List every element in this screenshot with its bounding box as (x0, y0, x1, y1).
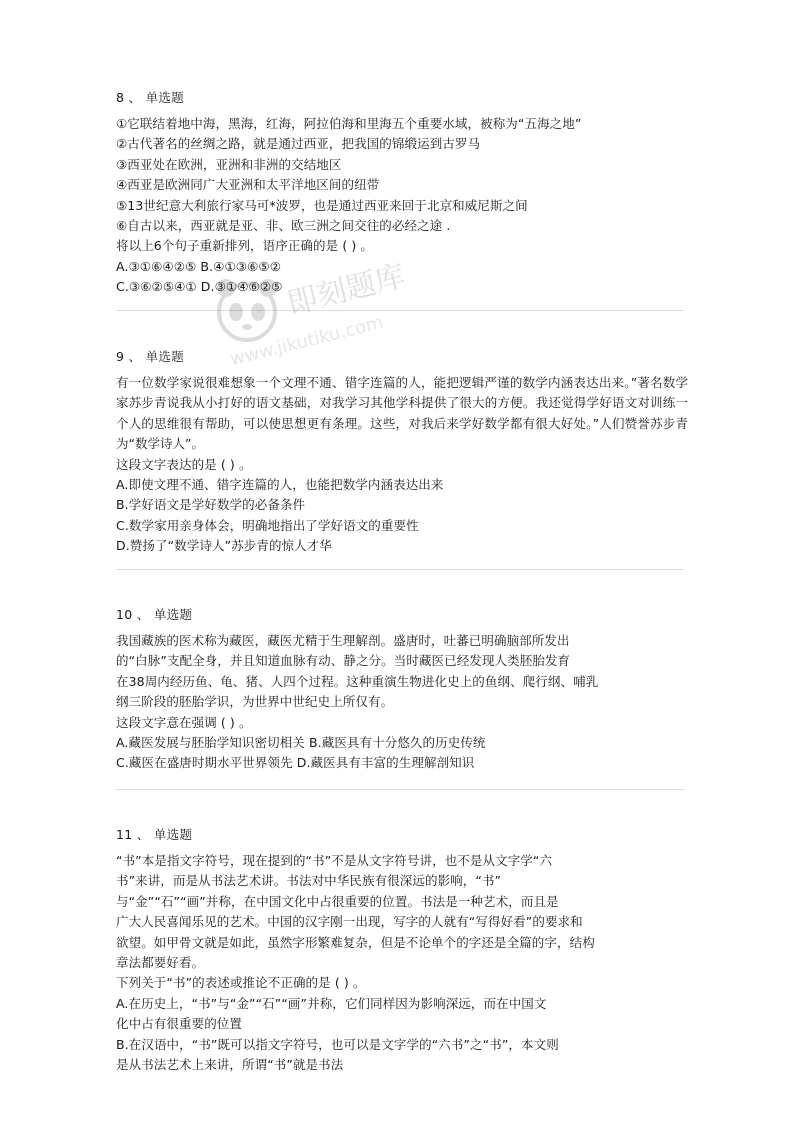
question-stem: 这段文字意在强调 ( ) 。 (116, 714, 252, 730)
sentence-line: ③西亚处在欧洲，亚洲和非洲的交结地区 (116, 156, 342, 172)
question-stem: 下列关于“书”的表述或推论不正确的是 ( ) 。 (116, 975, 366, 991)
answer-option: D.赞扬了“数学诗人”苏步青的惊人才华 (116, 538, 332, 554)
question-title: 8 、 单选题 (116, 90, 184, 105)
answer-option: A.在历史上，“书”与“金”“石”“画”并称，它们同样因为影响深远，而在中国文 (116, 995, 547, 1011)
question-11 (116, 825, 688, 1075)
sentence-line: ⑤13世纪意大利旅行家马可*波罗，也是通过西亚来回于北京和威尼斯之间 (116, 197, 528, 213)
answer-option: A.即使文理不通、错字连篇的人，也能把数学内涵表达出来 (116, 477, 444, 493)
question-title: 11 、 单选题 (116, 827, 193, 842)
answer-option: 化中占有很重要的位置 (116, 1016, 243, 1032)
watermark-url: www.jikutiku.com (228, 312, 386, 371)
answer-options: C.藏医在盛唐时期水平世界领先 D.藏医具有丰富的生理解剖知识 (116, 755, 475, 771)
sentence-line: ①它联结着地中海，黑海，红海，阿拉伯海和里海五个重要水域，被称为“五海之地” (116, 116, 582, 131)
passage-line: 章法都要好看。 (116, 955, 205, 971)
passage-line: 在38周内经历鱼、龟、猪、人四个过程。这种重演生物进化史上的鱼纲、爬行纲、哺乳 (116, 673, 599, 689)
divider (116, 569, 684, 570)
question-8 (116, 88, 688, 298)
answer-options: A.藏医发展与胚胎学知识密切相关 B.藏医具有十分悠久的历史传统 (116, 735, 486, 751)
question-stem: 这段文字表达的是 ( ) 。 (116, 456, 252, 472)
answer-options: C.③⑥②⑤④① D.③①④⑥②⑤ (116, 279, 283, 295)
passage-line: 的“白脉”支配全身，并且知道血脉有动、静之分。当时藏医已经发现人类胚胎发育 (116, 653, 571, 669)
passage-line: 与“金”“石”“画”并称，在中国文化中占很重要的位置。书法是一种艺术，而且是 (116, 893, 559, 909)
sentence-line: ②古代著名的丝绸之路，就是通过西亚，把我国的锦缎运到古罗马 (116, 136, 481, 152)
question-10 (116, 605, 688, 774)
watermark-brand: 即刻题库 (283, 258, 409, 322)
question-title: 10 、 单选题 (116, 607, 193, 622)
sentence-line: ④西亚是欧洲同广大亚洲和太平洋地区间的纽带 (116, 177, 380, 193)
answer-option: B.学好语文是学好数学的必备条件 (116, 497, 306, 513)
divider (116, 310, 684, 311)
passage-line: 纲三阶段的胚胎学识，为世界中世纪史上所仅有。 (116, 694, 394, 710)
question-title: 9 、 单选题 (116, 349, 184, 364)
question-9 (116, 347, 688, 557)
sentence-line: ⑥自古以来，西亚就是亚、非、欧三洲之间交往的必经之途 . (116, 218, 451, 234)
passage-line: 广大人民喜闻乐见的艺术。中国的汉字刚一出现，写字的人就有“写得好看”的要求和 (116, 914, 583, 930)
passage: 有一位数学家说很难想象一个文理不通、错字连篇的人，能把逻辑严谨的数学内涵表达出来。”著名数学家苏步青说我从小打好的语文基础，对我学习其他学科提供了很大的方便。我还觉得学好语文对训练一个人的思维很有帮助，可以使思想更有条理。这些，对我后来学好数学都有很大好处。”人们赞誉苏步青为“数学诗人”。 (116, 375, 688, 452)
passage-line: 欲望。如甲骨文就是如此，虽然字形繁难复杂，但是不论单个的字还是全篇的字，结构 (116, 934, 595, 950)
passage-line: “书”本是指文字符号，现在提到的“书”不是从文字符号讲，也不是从文字学“六 (116, 853, 553, 868)
divider (116, 789, 684, 790)
question-stem: 将以上6个句子重新排列，语序正确的是 ( ) 。 (116, 238, 374, 254)
answer-option: 是从书法艺术上来讲，所谓“书”就是书法 (116, 1057, 344, 1073)
answer-option: B.在汉语中，“书”既可以指文字符号，也可以是文字学的“六书”之“书”，本文则 (116, 1036, 559, 1052)
answer-options: A.③①⑥④②⑤ B.④①③⑥⑤② (116, 258, 281, 274)
passage-line: 书”来讲，而是从书法艺术讲。书法对中华民族有很深远的影响，“书” (116, 873, 502, 889)
answer-option: C.数学家用亲身体会，明确地指出了学好语文的重要性 (116, 517, 419, 533)
passage-line: 我国藏族的医术称为藏医，藏医尤精于生理解剖。盛唐时，吐蕃已明确脑部所发出 (116, 633, 570, 648)
